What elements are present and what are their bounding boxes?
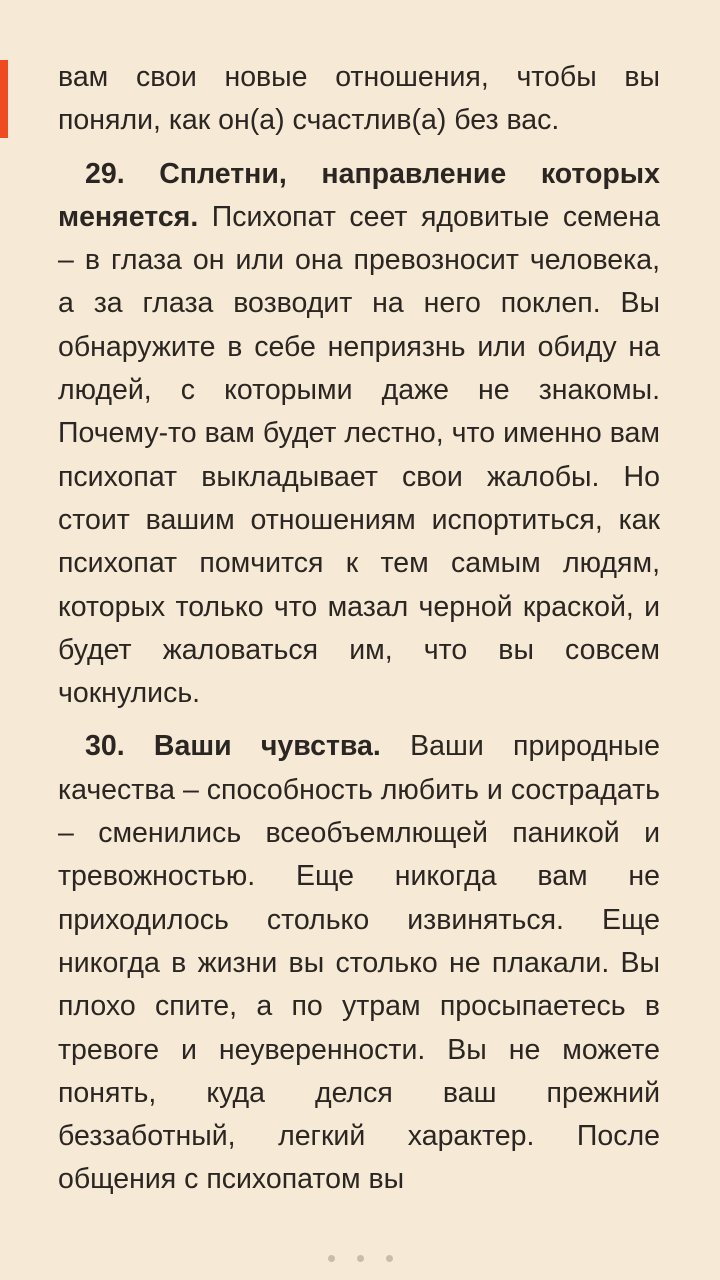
paragraph-heading: 30. Ваши чувства.	[85, 730, 381, 763]
page-dot	[328, 1255, 335, 1262]
paragraph-text: Психопат сеет ядовитые семена – в глаза он или она превозносит человека, а за глаза возводит на него поклеп. Вы обнаружите в себе неприязнь или обиду на людей, с которыми даже не знакомы. Почему-то вам будет лестно, что именно вам психопат выкладывает свои жалобы. Но стоит вашим отношениям испортиться, как психопат помчится к тем самым людям, которых только что мазал черной краской, и будет жаловаться им, что вы совсем чокнулись.	[58, 200, 660, 710]
bookmark-marker[interactable]	[0, 60, 8, 138]
reader-page	[58, 56, 660, 1212]
paragraph-heading: 29. Сплетни, направление которых меняется.	[58, 157, 660, 233]
paragraph-continuation	[58, 56, 660, 143]
page-dot	[386, 1255, 393, 1262]
paragraph-text: вам свои новые отношения, чтобы вы поняли, как он(а) счастлив(а) без вас.	[58, 61, 660, 137]
paragraph-item-29	[58, 153, 660, 716]
page-indicator[interactable]	[0, 1255, 720, 1262]
paragraph-item-30	[58, 725, 660, 1201]
page-dot	[357, 1255, 364, 1262]
paragraph-text: Ваши природные качества – способность любить и сострадать – сменились всеобъемлющей паникой и тревожностью. Еще никогда вам не приходилось столько извиняться. Еще никогда в жизни вы столько не плакали. Вы плохо спите, а по утрам просыпаетесь в тревоге и неуверенности. Вы не можете понять, куда делся ваш прежний беззаботный, легкий характер. После общения с психопатом вы	[58, 730, 660, 1196]
